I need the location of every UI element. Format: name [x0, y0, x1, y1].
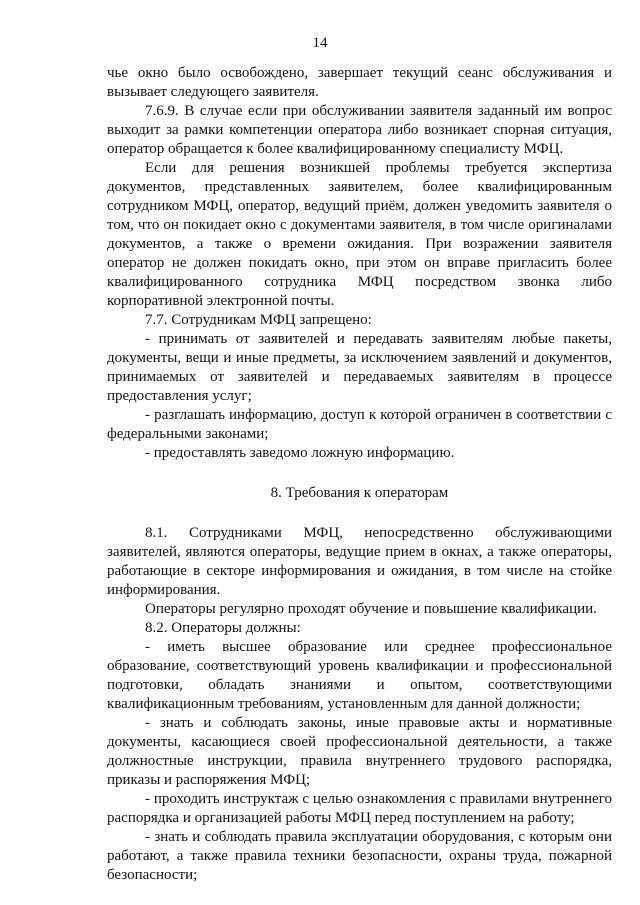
paragraph: - знать и соблюдать законы, иные правовые акты и нормативные документы, касающиеся своей профессиональной деятельности, а также должностные инструкции, правила внутреннего трудового распорядка, приказы и распоряжения МФЦ; — [107, 715, 612, 788]
paragraph: 7.7. Сотрудникам МФЦ запрещено: — [145, 312, 372, 328]
paragraph: - предоставлять заведомо ложную информацию. — [145, 445, 455, 461]
paragraph: Операторы регулярно проходят обучение и повышение квалификации. — [145, 601, 597, 617]
paragraphs-before-section — [107, 64, 612, 463]
document-body — [107, 64, 612, 885]
paragraph: - принимать от заявителей и передавать заявителям любые пакеты, документы, вещи и иные предметы, за исключением заявлений и документов, принимаемых от заявителей и передаваемых заявителям в процессе предоставления услуг; — [107, 331, 612, 404]
section-heading: 8. Требования к операторам — [270, 485, 449, 501]
paragraph: - проходить инструктаж с целью ознакомления с правилами внутреннего распорядка и организацией работы МФЦ перед поступлением на работу; — [107, 791, 612, 826]
paragraphs-after-section — [107, 524, 612, 885]
paragraph: 7.6.9. В случае если при обслуживании заявителя заданный им вопрос выходит за рамки компетенции оператора либо возникает спорная ситуация, оператор обращается к более квалифицированному специалисту МФЦ. — [107, 103, 612, 157]
page-number: 14 — [312, 35, 328, 51]
paragraph: 8.1. Сотрудниками МФЦ, непосредственно обслуживающими заявителей, являются операторы, ведущие прием в окнах, а также операторы, работающие в секторе информирования и ожидания, в том числе на стойке информирования. — [107, 525, 612, 598]
paragraph: - разглашать информацию, доступ к которой ограничен в соответствии с федеральными законами; — [107, 407, 612, 442]
paragraph: Если для решения возникшей проблемы требуется экспертиза документов, представленных заявителем, более квалифицированным сотрудником МФЦ, оператор, ведущий приём, должен уведомить заявителя о том, что он покидает окно с документами заявителя, в том числе оригиналами документов, а также о времени ожидания. При возражении заявителя оператор не должен покидать окно, при этом он вправе пригласить более квалифицированного сотрудника МФЦ посредством звонка либо корпоративной электронной почты. — [107, 160, 612, 309]
paragraph: чье окно было освобождено, завершает текущий сеанс обслуживания и вызывает следующего заявителя. — [107, 65, 612, 100]
paragraph: 8.2. Операторы должны: — [145, 620, 301, 636]
paragraph: - иметь высшее образование или среднее профессиональное образование, соответствующий уровень квалификации и профессиональной подготовки, обладать знаниями и опытом, соответствующими квалификационным требованиям, установленным для данной должности; — [107, 639, 612, 712]
paragraph: - знать и соблюдать правила эксплуатации оборудования, с которым они работают, а также правила техники безопасности, охраны труда, пожарной безопасности; — [107, 829, 612, 883]
